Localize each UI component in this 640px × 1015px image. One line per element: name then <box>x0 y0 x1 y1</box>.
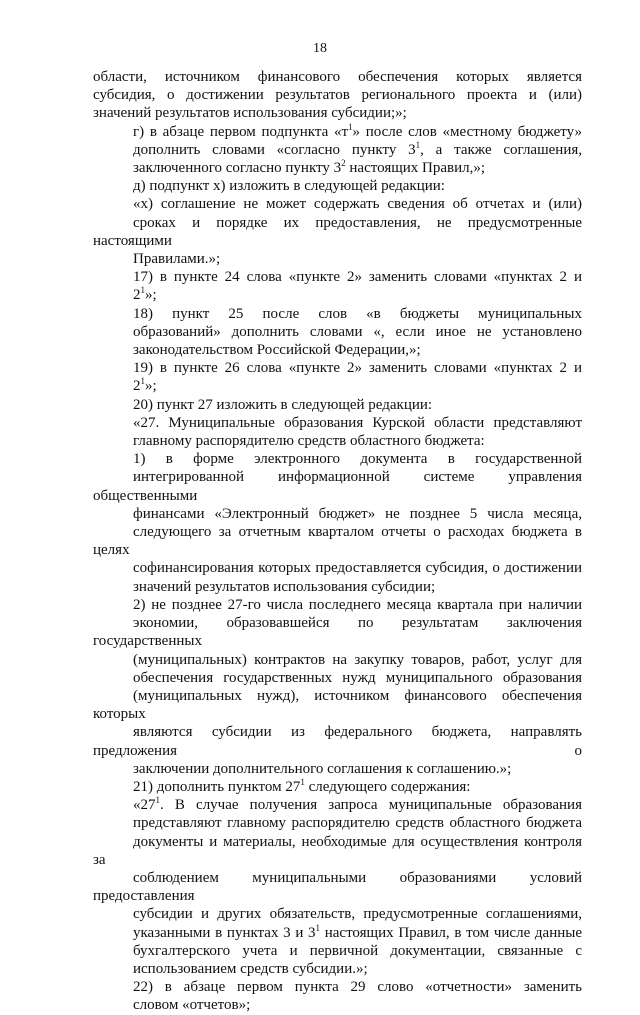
text-line <box>93 596 582 614</box>
text-run: использованием средств субсидии.»; <box>133 960 368 977</box>
text-line <box>93 323 582 341</box>
text-line <box>93 341 582 359</box>
text-run: г) в абзаце первом подпункта «т <box>133 123 349 140</box>
text-run: области, источником финансового обеспечения которых является <box>93 69 582 85</box>
text-run: следующего за отчетным кварталом отчеты о расходах бюджета в целях <box>93 524 582 559</box>
paragraph-p3 <box>93 177 582 195</box>
text-run: настоящих Правил,»; <box>345 160 486 177</box>
text-line <box>93 359 582 377</box>
text-run: словом «отчетов»; <box>133 997 251 1014</box>
text-run: «27 <box>133 797 156 814</box>
text-run: бухгалтерского учета и первичной документации, связанные с <box>133 942 582 959</box>
text-line <box>93 159 582 177</box>
text-run: «27. Муниципальные образования Курской области представляют <box>133 414 582 431</box>
text-run: 2) не позднее 27-го числа последнего месяца квартала при наличии <box>133 596 582 613</box>
text-line <box>93 651 582 669</box>
superscript: 1 <box>140 376 145 387</box>
text-line <box>93 268 582 286</box>
text-line <box>93 578 582 596</box>
text-run: софинансирования которых предоставляется субсидия, о достижении <box>133 560 582 577</box>
text-line <box>93 760 582 778</box>
text-run: заключении дополнительного соглашения к соглашению.»; <box>133 760 512 777</box>
paragraph-p7 <box>93 359 582 395</box>
superscript: 2 <box>341 158 346 169</box>
text-run: 20) пункт 27 изложить в следующей редакции: <box>133 396 433 413</box>
text-run: экономии, образовавшейся по результатам заключения государственных <box>93 615 582 650</box>
text-run: 2 <box>133 378 141 395</box>
text-run: представляют главному распорядителю средств областного бюджета <box>133 815 582 832</box>
text-line <box>93 177 582 195</box>
text-run: , а также соглашения, <box>420 141 582 158</box>
text-run: значений результатов использования субсидии;»; <box>93 105 407 122</box>
text-run: образований» дополнить словами «, если иное не установлено <box>133 323 582 340</box>
text-line <box>93 468 582 504</box>
text-run: 1) в форме электронного документа в государственной <box>133 451 582 468</box>
text-run: главному распорядителю средств областного бюджета: <box>133 433 485 450</box>
text-line <box>93 505 582 523</box>
text-run: финансами «Электронный бюджет» не позднее 5 числа месяца, <box>133 505 582 522</box>
text-run: дополнить словами «согласно пункту 3 <box>133 141 416 158</box>
text-line <box>93 250 582 268</box>
text-run: субсидии и других обязательств, предусмотренные соглашениями, <box>133 906 582 923</box>
text-run: интегрированной информационной системе управления общественными <box>93 469 582 504</box>
paragraph-p12 <box>93 778 582 796</box>
text-run: 17) в пункте 24 слова «пункте 2» заменить словами «пунктах 2 и <box>133 269 582 286</box>
text-run: 22) в абзаце первом пункта 29 слово «отчетности» заменить <box>133 979 582 996</box>
text-run: документы и материалы, необходимые для осуществления контроля за <box>93 833 582 868</box>
superscript: 1 <box>415 139 421 150</box>
text-line <box>93 814 582 832</box>
paragraph-p1 <box>93 68 582 123</box>
text-line <box>93 687 582 723</box>
text-run: 19) в пункте 26 слова «пункте 2» заменить словами «пунктах 2 и <box>133 360 582 377</box>
document-body <box>93 68 582 1015</box>
text-line <box>93 614 582 650</box>
paragraph-p4 <box>93 195 582 268</box>
text-run: законодательством Российской Федерации,»; <box>133 342 421 359</box>
paragraph-p13 <box>93 796 582 978</box>
superscript: 1 <box>140 285 145 296</box>
paragraph-p8 <box>93 396 582 414</box>
paragraph-p6 <box>93 305 582 360</box>
text-line <box>93 450 582 468</box>
text-line <box>93 68 582 86</box>
text-line <box>93 559 582 577</box>
text-line <box>93 869 582 905</box>
text-line <box>93 960 582 978</box>
text-line <box>93 396 582 414</box>
text-run: 18) пункт 25 после слов «в бюджеты муниципальных <box>133 305 582 322</box>
text-line <box>93 669 582 687</box>
text-run: настоящих Правил, в том числе данные <box>320 924 582 941</box>
text-run: (муниципальных нужд), источником финансового обеспечения которых <box>93 687 582 723</box>
text-run: субсидия, о достижении результатов регионального проекта и (или) <box>93 87 582 104</box>
text-run: д) подпункт х) изложить в следующей редакции: <box>133 178 445 195</box>
text-line <box>93 214 582 250</box>
text-line <box>93 942 582 960</box>
paragraph-p9 <box>93 414 582 450</box>
text-line <box>93 123 582 141</box>
paragraph-p2 <box>93 123 582 178</box>
text-line <box>93 523 582 559</box>
text-line <box>93 833 582 869</box>
text-run: (муниципальных) контрактов на закупку товаров, работ, услуг для <box>133 651 582 668</box>
text-line <box>93 978 582 996</box>
paragraph-p11 <box>93 596 582 778</box>
text-line <box>93 414 582 432</box>
text-line <box>93 104 582 122</box>
text-run: » после слов «местному бюджету» <box>352 123 582 140</box>
superscript: 1 <box>300 776 305 787</box>
text-run: »; <box>145 287 157 304</box>
text-line <box>93 377 582 395</box>
text-run: являются субсидии из федерального бюджета, направлять предложения о <box>93 724 582 759</box>
paragraph-p10 <box>93 450 582 596</box>
text-line <box>93 432 582 450</box>
text-line <box>93 924 582 942</box>
text-run: Правилами.»; <box>133 251 221 268</box>
superscript: 1 <box>348 121 353 132</box>
superscript: 1 <box>315 922 321 933</box>
text-run: заключенного согласно пункту 3 <box>133 160 342 177</box>
paragraph-p5 <box>93 268 582 304</box>
text-line <box>93 905 582 923</box>
text-line <box>93 796 582 814</box>
text-run: сроках и порядке их предоставления, не предусмотренные настоящими <box>93 214 582 249</box>
text-line <box>93 305 582 323</box>
text-line <box>93 996 582 1014</box>
text-run: указанными в пунктах 3 и 3 <box>133 924 316 941</box>
text-run: следующего содержания: <box>304 778 471 795</box>
superscript: 1 <box>155 795 160 806</box>
text-run: значений результатов использования субсидии; <box>133 578 436 595</box>
text-line <box>93 778 582 796</box>
text-line <box>93 286 582 304</box>
text-line <box>93 86 582 104</box>
text-line <box>93 141 582 159</box>
text-run: «х) соглашение не может содержать сведения об отчетах и (или) <box>133 196 582 213</box>
text-line <box>93 723 582 759</box>
text-run: »; <box>145 378 157 395</box>
paragraph-p14 <box>93 978 582 1014</box>
text-run: . В случае получения запроса муниципальные образования <box>160 797 582 814</box>
text-run: 21) дополнить пунктом 27 <box>133 778 301 795</box>
text-run: 2 <box>133 287 141 304</box>
page-number: 18 <box>313 41 327 56</box>
text-run: обеспечения государственных нужд муниципального образования <box>133 669 582 686</box>
text-line <box>93 195 582 213</box>
text-run: соблюдением муниципальными образованиями условий предоставления <box>93 869 582 905</box>
